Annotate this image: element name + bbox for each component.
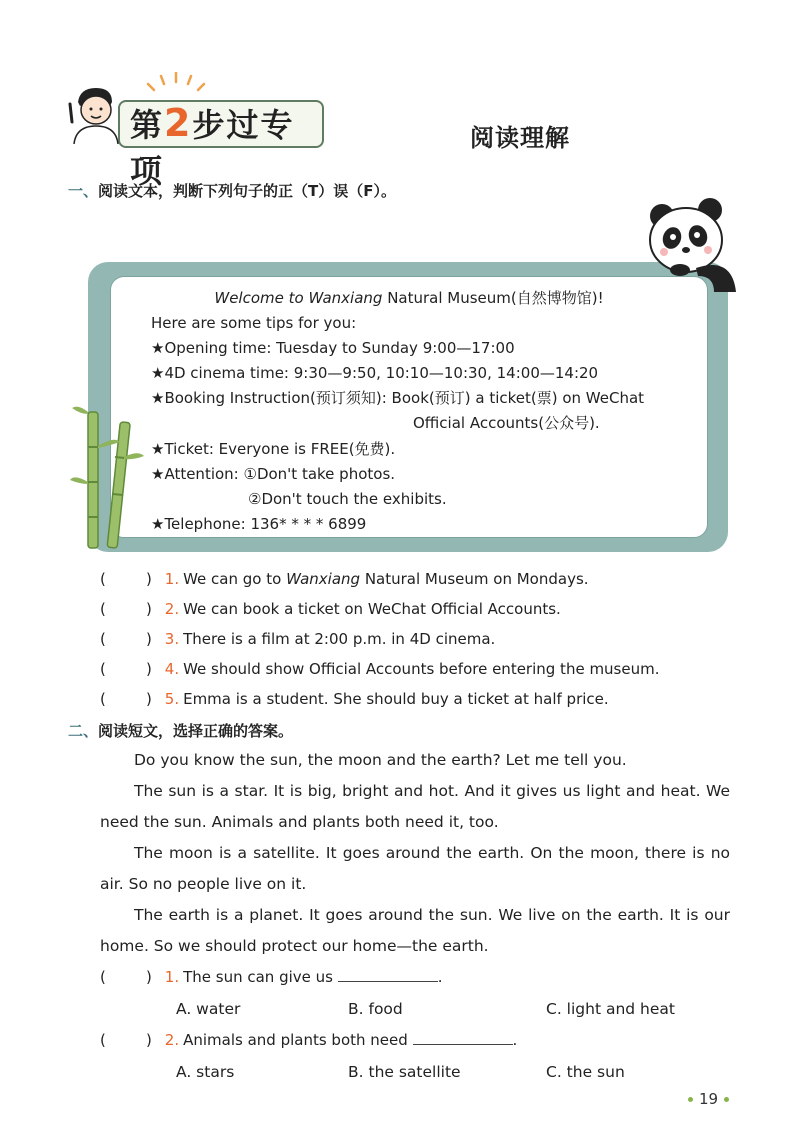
badge-title: 第2步过专项: [130, 101, 295, 190]
reading-passage: [100, 745, 730, 962]
option-b[interactable]: B. food: [348, 1000, 403, 1018]
cartoon-boy-icon: [66, 82, 126, 144]
answer-blank[interactable]: ( ): [100, 570, 152, 588]
passage-paragraph-1: Do you know the sun, the moon and the earth? Let me tell you.: [134, 751, 627, 769]
tf-question-3: ( ) 3. There is a film at 2:00 p.m. in 4D cinema.: [100, 630, 496, 648]
part1-heading-text: 阅读文本，判断下列句子的正（T）误（F）。: [98, 182, 396, 200]
option-c[interactable]: C. light and heat: [546, 1000, 675, 1018]
option-a[interactable]: A. water: [176, 1000, 241, 1018]
answer-blank[interactable]: ( ): [100, 1031, 152, 1049]
answer-blank[interactable]: ( ): [100, 600, 152, 618]
bamboo-icon: [68, 402, 148, 552]
tf-question-1: ( ) 1. We can go to Wanxiang Natural Museum on Mondays.: [100, 570, 589, 588]
choice-question-2: ( ) 2. Animals and plants both need .: [100, 1031, 518, 1049]
notice-intro: Here are some tips for you:: [151, 314, 357, 332]
option-a[interactable]: A. stars: [176, 1063, 235, 1081]
passage-paragraph-4: The earth is a planet. It goes around the sun. We live on the earth. It is our home. So we should protect our home—the earth.: [100, 906, 730, 955]
notice-booking-line2: Official Accounts(公众号).: [413, 414, 600, 432]
tf-question-5: ( ) 5. Emma is a student. She should buy a ticket at half price.: [100, 690, 609, 708]
answer-blank[interactable]: ( ): [100, 630, 152, 648]
notice-cinema-time: ★4D cinema time: 9:30—9:50, 10:10—10:30, 14:00—14:20: [151, 364, 599, 382]
notice-attention-1: ★Attention: ①Don't take photos.: [151, 465, 396, 483]
panda-icon: [636, 196, 746, 296]
notice-booking-line1: ★Booking Instruction(预订须知): Book(预订) a ticket(票) on WeChat: [151, 389, 645, 407]
answer-blank[interactable]: ( ): [100, 690, 152, 708]
tf-question-2: ( ) 2. We can book a ticket on WeChat Official Accounts.: [100, 600, 561, 618]
notice-telephone: ★Telephone: 136* * * * 6899: [151, 515, 367, 533]
tf-question-4: ( ) 4. We should show Official Accounts before entering the museum.: [100, 660, 660, 678]
section-title: 阅读理解: [470, 124, 570, 152]
answer-blank[interactable]: ( ): [100, 660, 152, 678]
fill-blank[interactable]: [338, 968, 438, 982]
part2-heading: [68, 720, 293, 741]
passage-paragraph-3: The moon is a satellite. It goes around the earth. On the moon, there is no air. So no people live on it.: [100, 844, 730, 893]
part1-heading-number: 一、: [68, 182, 99, 200]
notice-ticket: ★Ticket: Everyone is FREE(免费).: [151, 440, 396, 458]
part2-heading-text: 阅读短文，选择正确的答案。: [98, 722, 294, 740]
part2-heading-number: 二、: [68, 722, 99, 740]
passage-paragraph-2: The sun is a star. It is big, bright and hot. And it gives us light and heat. We need the sun. Animals and plants both need it, too.: [100, 782, 730, 831]
answer-blank[interactable]: ( ): [100, 968, 152, 986]
notice-attention-2: ②Don't touch the exhibits.: [248, 490, 447, 508]
notice-opening-time: ★Opening time: Tuesday to Sunday 9:00—17:00: [151, 339, 515, 357]
fill-blank[interactable]: [413, 1031, 513, 1045]
notice-title: Welcome to Wanxiang Natural Museum(自然博物馆)!: [214, 289, 604, 307]
option-b[interactable]: B. the satellite: [348, 1063, 461, 1081]
option-c[interactable]: C. the sun: [546, 1063, 625, 1081]
part1-heading: [68, 180, 396, 201]
choice-question-1: ( ) 1. The sun can give us .: [100, 968, 443, 986]
page-number: 19: [682, 1090, 735, 1108]
